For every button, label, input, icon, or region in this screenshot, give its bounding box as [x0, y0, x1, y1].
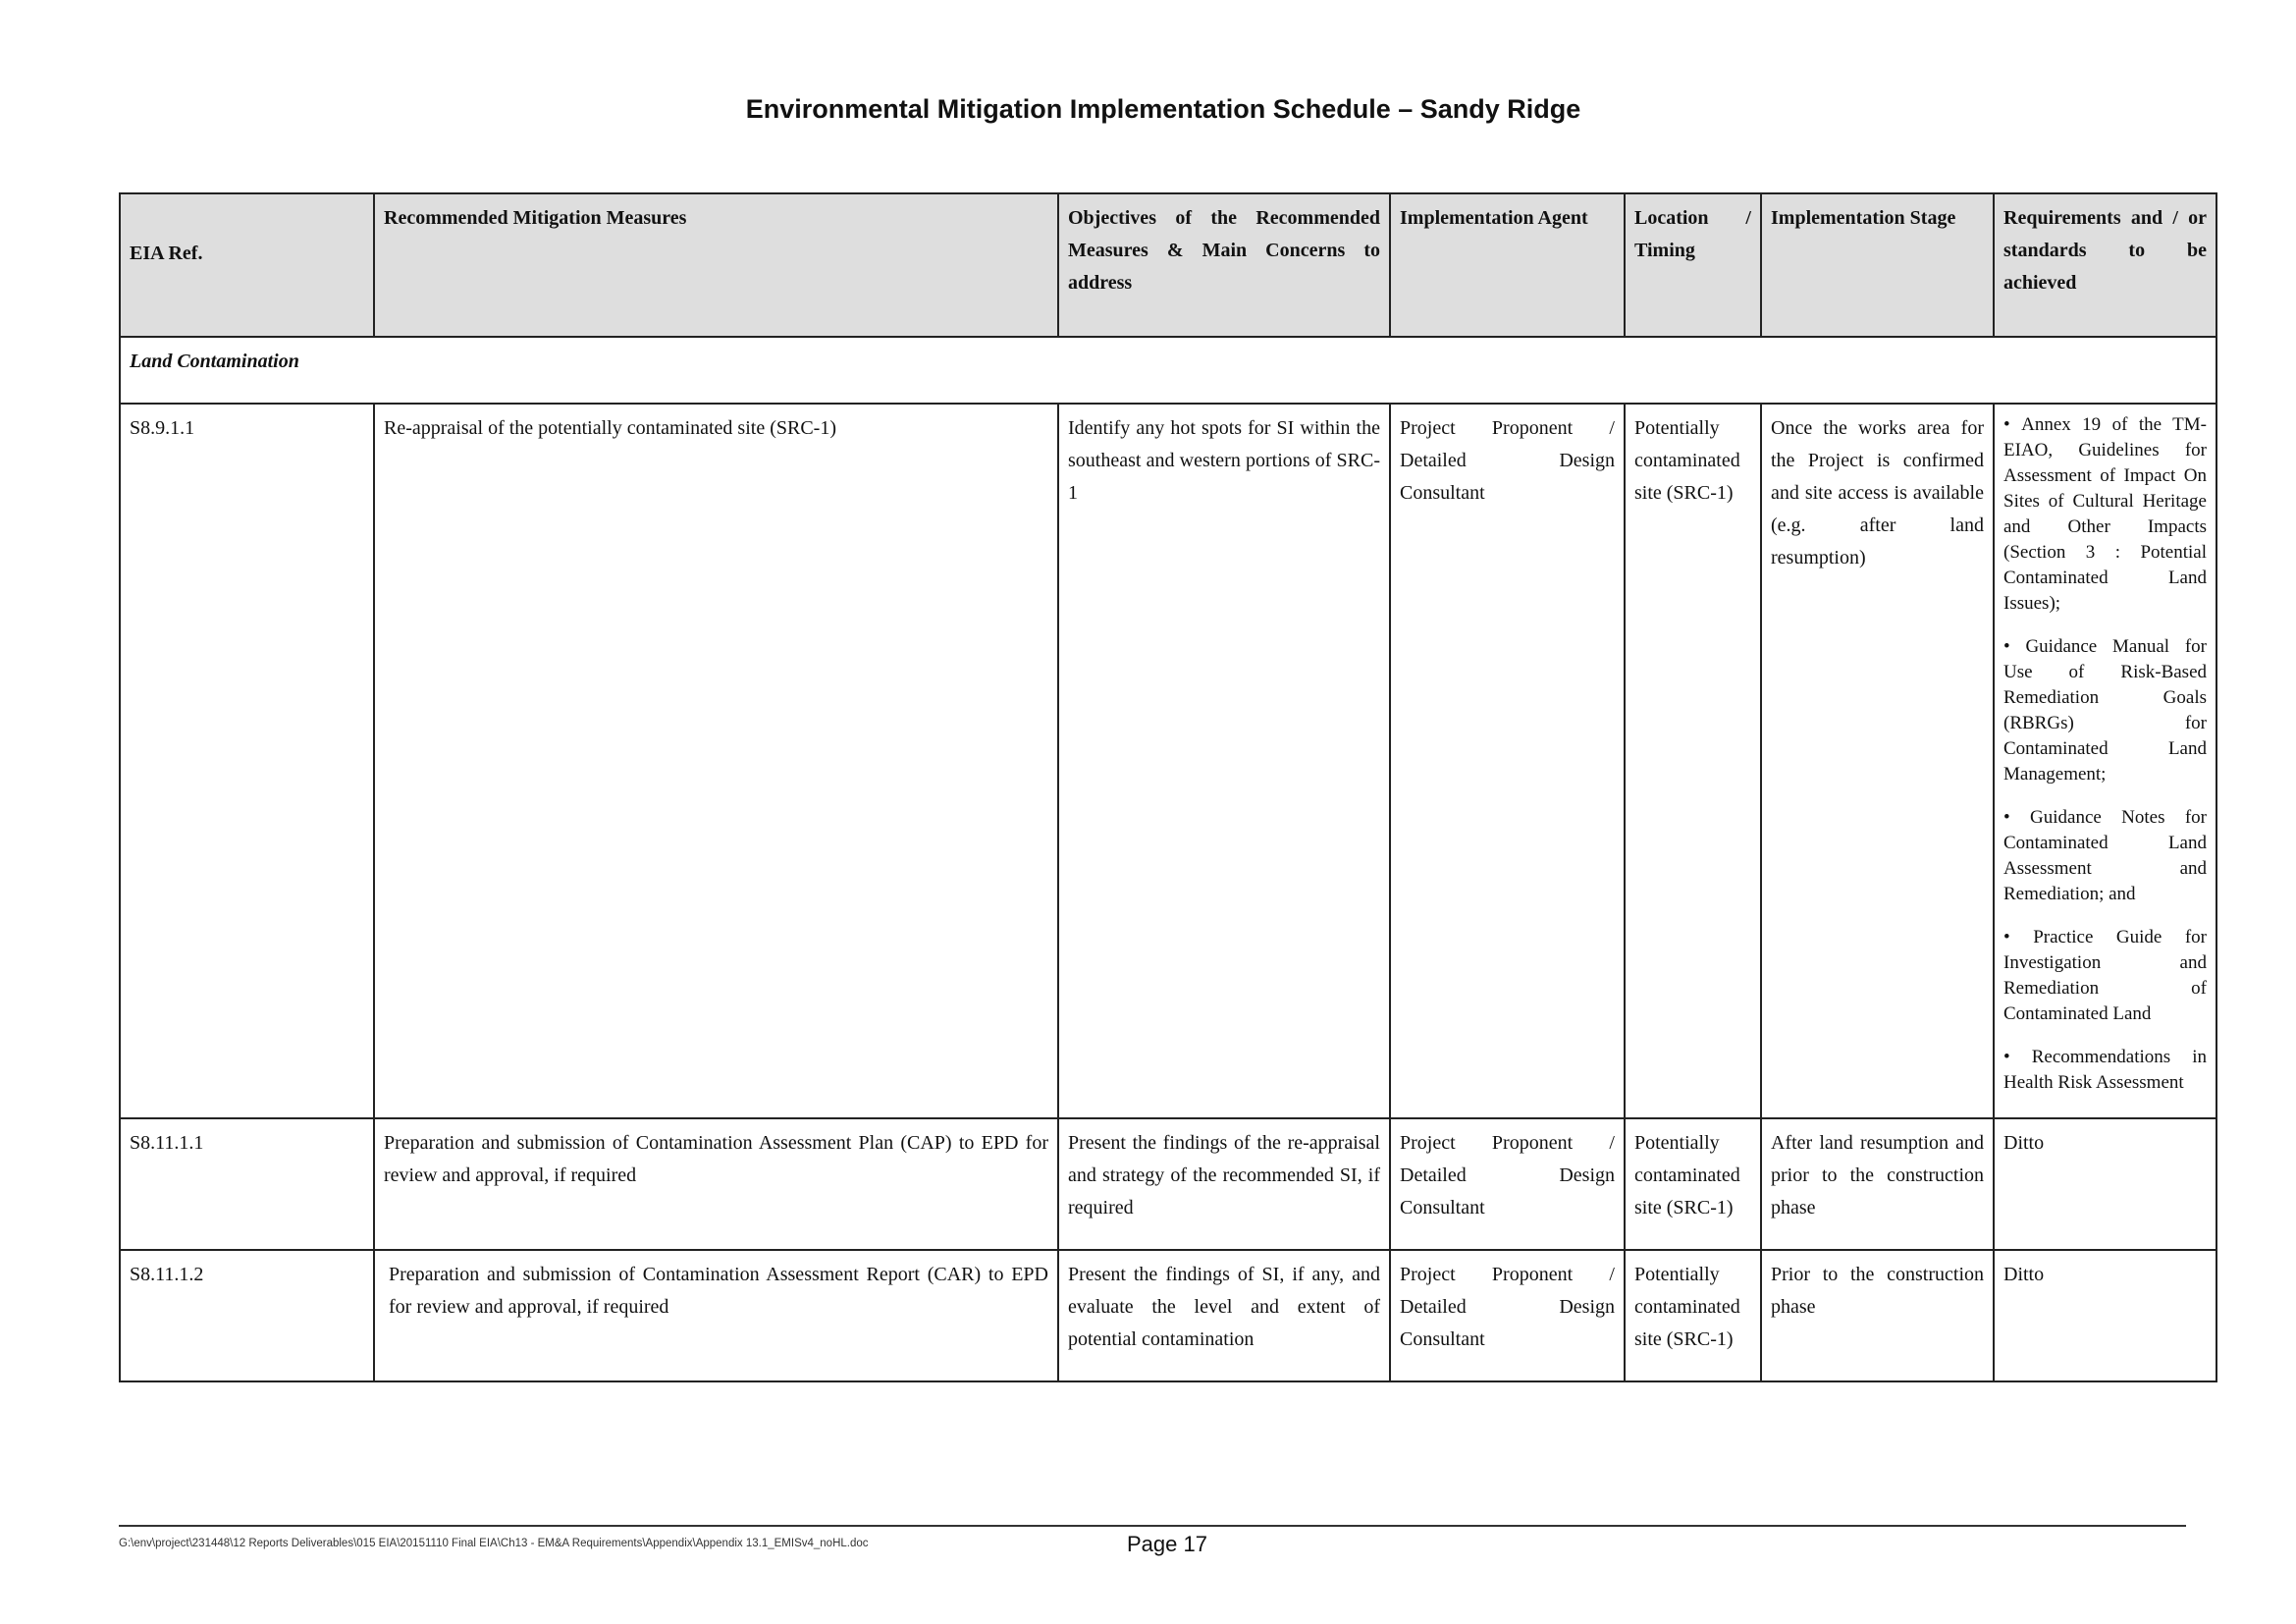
- row-ref: S8.9.1.1: [120, 404, 374, 1118]
- row-measure: Preparation and submission of Contamination Assessment Plan (CAP) to EPD for review and approval, if required: [374, 1118, 1058, 1250]
- row-stage: Once the works area for the Project is confirmed and site access is available (e.g. after land resumption): [1761, 404, 1994, 1118]
- header-measures: Recommended Mitigation Measures: [374, 193, 1058, 337]
- row-measure: Re-appraisal of the potentially contaminated site (SRC-1): [374, 404, 1058, 1118]
- row-requirements: Ditto: [1994, 1250, 2216, 1381]
- document-title: Environmental Mitigation Implementation Schedule – Sandy Ridge: [745, 94, 1581, 124]
- row-objective: Present the findings of the re-appraisal and strategy of the recommended SI, if required: [1058, 1118, 1390, 1250]
- row-agent: Project Proponent / Detailed Design Consultant: [1390, 404, 1625, 1118]
- row-requirements: Ditto: [1994, 1118, 2216, 1250]
- header-requirements: Requirements and / or standards to be achieved: [1994, 193, 2216, 337]
- row-ref: S8.11.1.2: [120, 1250, 374, 1381]
- row-measure: Preparation and submission of Contamination Assessment Report (CAR) to EPD for review and approval, if required: [374, 1250, 1058, 1381]
- header-stage: Implementation Stage: [1761, 193, 1994, 337]
- table-row: [120, 1250, 2216, 1381]
- row-stage: Prior to the construction phase: [1761, 1250, 1994, 1381]
- table-row: [120, 404, 2216, 1118]
- row-objective: Identify any hot spots for SI within the southeast and western portions of SRC-1: [1058, 404, 1390, 1118]
- list-item: • Guidance Notes for Contaminated Land Assessment and Remediation; and: [2003, 805, 2207, 907]
- header-agent: Implementation Agent: [1390, 193, 1625, 337]
- row-stage: After land resumption and prior to the construction phase: [1761, 1118, 1994, 1250]
- list-item: • Recommendations in Health Risk Assessment: [2003, 1045, 2207, 1096]
- list-item: • Annex 19 of the TM-EIAO, Guidelines for Assessment of Impact On Sites of Cultural Heritage and Other Impacts (Section 3 : Potential Contaminated Land Issues);: [2003, 412, 2207, 617]
- header-objectives: Objectives of the Recommended Measures & Main Concerns to address: [1058, 193, 1390, 337]
- table-row: [120, 1118, 2216, 1250]
- row-ref: S8.11.1.1: [120, 1118, 374, 1250]
- row-agent: Project Proponent / Detailed Design Consultant: [1390, 1250, 1625, 1381]
- footer-file-path: G:\env\project\231448\12 Reports Deliverables\015 EIA\20151110 Final EIA\Ch13 - EM&A Requirements\Appendix\Appendix 13.1_EMISv4_noHL.doc: [119, 1538, 869, 1549]
- row-location: Potentially contaminated site (SRC-1): [1625, 1250, 1761, 1381]
- list-item: • Guidance Manual for Use of Risk-Based Remediation Goals (RBRGs) for Contaminated Land Management;: [2003, 634, 2207, 787]
- row-location: Potentially contaminated site (SRC-1): [1625, 1118, 1761, 1250]
- page-number: Page 17: [1127, 1532, 1207, 1556]
- header-location: Location / Timing: [1625, 193, 1761, 337]
- row-requirements: [1994, 404, 2216, 1118]
- row-location: Potentially contaminated site (SRC-1): [1625, 404, 1761, 1118]
- row-objective: Present the findings of SI, if any, and evaluate the level and extent of potential contamination: [1058, 1250, 1390, 1381]
- footer-divider: [119, 1525, 2186, 1527]
- header-eia-ref: EIA Ref.: [120, 193, 374, 337]
- requirements-list: [2003, 412, 2207, 1096]
- mitigation-schedule-table: [119, 192, 2217, 1382]
- row-agent: Project Proponent / Detailed Design Consultant: [1390, 1118, 1625, 1250]
- section-row: [120, 337, 2216, 404]
- section-title: Land Contamination: [120, 337, 2216, 404]
- table-header-row: [120, 193, 2216, 337]
- list-item: • Practice Guide for Investigation and Remediation of Contaminated Land: [2003, 925, 2207, 1027]
